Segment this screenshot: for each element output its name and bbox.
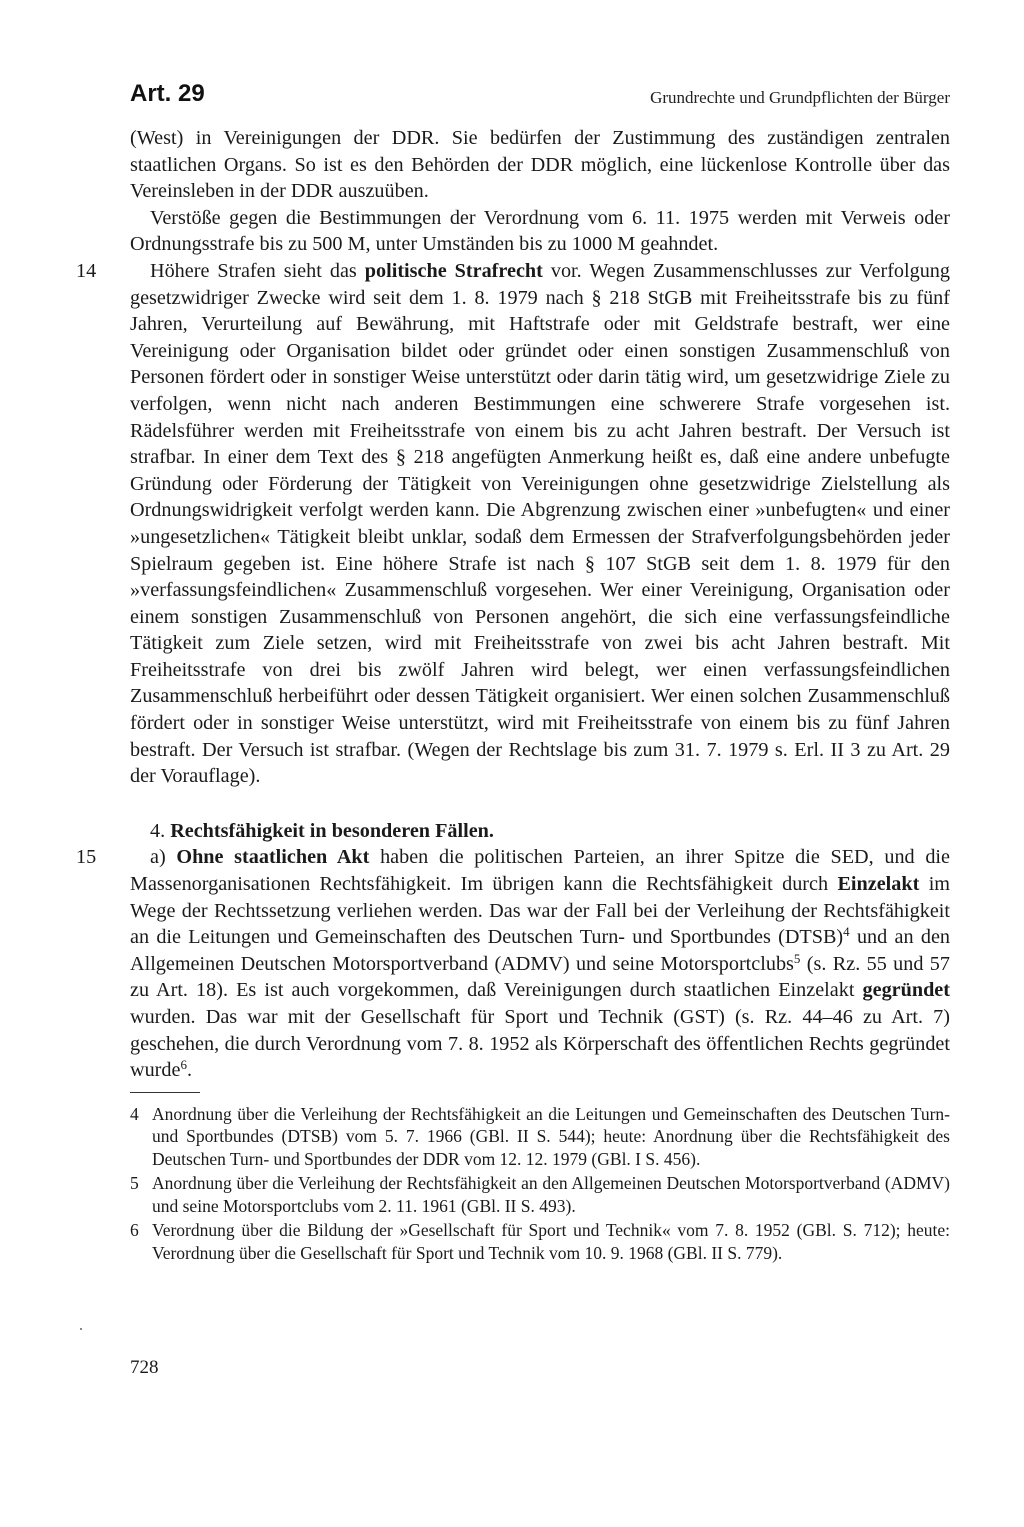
footnote-4 bbox=[130, 1103, 950, 1171]
footnote-number: 6 bbox=[130, 1220, 139, 1241]
text-segment: vor. Wegen Zusammenschlusses zur Verfolgung gesetzwidriger Zwecke wird seit dem 1. 8. 1979 nach § 218 StGB mit Freiheitsstrafe bis zu fünf Jahren, Verurteilung auf Bewährung, mit Haftstrafe oder mit Geldstrafe bestraft, wer eine Vereinigung oder Organisation bildet oder gründet oder einen sonstigen Zusammenschluß von Personen fördert oder in sonstiger Weise unterstützt oder darin tätig wird, um gesetzwidrige Ziele zu verfolgen, wenn nicht nach anderen Bestimmungen eine schwerere Strafe vorgesehen ist. Rädelsführer werden mit Freiheitsstrafe von einem bis zu acht Jahren bestraft. Der Versuch ist strafbar. In einer dem Text des § 218 angefügten Anmerkung heißt es, daß eine andere unbefugte Gründung oder Förderung der Tätigkeit von Vereinigungen ohne gesetzwidrige Zielstellung als Ordnungswidrigkeit verfolgt werden kann. Die Abgrenzung zwischen einer »unbefugten« und einer »ungesetzlichen« Tätigkeit bleibt unklar, sodaß dem Ermessen der Strafverfolgungsbehörden jeder Spielraum gegeben ist. Eine höhere Strafe ist nach § 107 StGB seit dem 1. 8. 1979 für den »verfassungsfeindlichen« Zusammenschluß vorgesehen. Wer einer Vereinigung, Organisation oder einem sonstigen Zusammenschluß von Personen angehört, die sich eine verfassungsfeindliche Tätigkeit zum Ziele setzen, wird mit Freiheitsstrafe von zwei bis acht Jahren bestraft. Mit Freiheitsstrafe von drei bis zwölf Jahren wird belegt, wer einen verfassungsfeindlichen Zusammenschluß herbeiführt oder dessen Tätigkeit organisiert. Wer einen solchen Zusammenschluß fördert oder in sonstiger Weise unterstützt, wird mit Freiheitsstrafe von einem bis zu fünf Jahren bestraft. Der Versuch ist strafbar. (Wegen der Rechtslage bis zum 31. 7. 1979 s. Erl. II 3 zu Art. 29 der Vorauflage). bbox=[130, 259, 950, 788]
footnote-number: 4 bbox=[130, 1103, 139, 1124]
footnote-ref-4[interactable]: 4 bbox=[843, 924, 850, 940]
text-segment: wurden. Das war mit der Gesellschaft für Sport und Technik (GST) (s. Rz. 44–46 zu Art. 7) geschehen, die durch Verordnung vom 7. 8. 1952 als Körperschaft des öffentlichen Rechts gegründet wurde bbox=[130, 1006, 950, 1082]
paragraph-14 bbox=[76, 258, 950, 790]
text-segment: . bbox=[186, 1059, 192, 1082]
footnote-text: Anordnung über die Verleihung der Rechtsfähigkeit an den Allgemeinen Deutschen Motorsportverband (ADMV) und seine Motorsportclubs vom 2. 11. 1961 (GBl. II S. 493). bbox=[152, 1173, 950, 1216]
bold-term: gegründet bbox=[862, 979, 950, 1002]
text-segment: haben die politischen Parteien, an ihrer Spitze die SED, und die Massenorganisationen Rechtsfähigkeit. Im übrigen kann die Rechtsfähigkeit durch bbox=[130, 846, 950, 896]
footnote-ref-6[interactable]: 6 bbox=[180, 1057, 187, 1073]
article-label: Art. 29 bbox=[130, 80, 205, 107]
footnote-number: 5 bbox=[130, 1173, 139, 1194]
margin-number-15: 15 bbox=[76, 846, 97, 869]
bold-term: politische Strafrecht bbox=[364, 259, 543, 282]
text-segment: Höhere Strafen sieht das bbox=[150, 259, 365, 282]
bold-term: Ohne staatlichen Akt bbox=[176, 846, 370, 869]
paragraph-15 bbox=[76, 844, 951, 1083]
footnote-6 bbox=[130, 1219, 950, 1264]
margin-number-14: 14 bbox=[76, 259, 97, 282]
main-text bbox=[76, 125, 951, 1266]
paragraph-penalties: Verstöße gegen die Bestimmungen der Verordnung vom 6. 11. 1975 werden mit Verweis oder Ordnungsstrafe bis zu 500 M, unter Umständen bis zu 1000 M geahndet. bbox=[130, 206, 950, 256]
text-segment: und an den Allgemeinen Deutschen Motorsportverband (ADMV) und seine Motorsportclubs bbox=[130, 926, 951, 975]
section-heading bbox=[130, 818, 950, 845]
text-segment: (s. Rz. 55 und 57 zu Art. 18). Es ist auch vorgekommen, daß Vereinigungen durch staatlichen Einzelakt bbox=[130, 952, 950, 1002]
paragraph-continuation: (West) in Vereinigungen der DDR. Sie bedürfen der Zustimmung des zuständigen zentralen staatlichen Organs. So ist es den Behörden der DDR möglich, eine lückenlose Kontrolle über das Vereinsleben in der DDR auszuüben. bbox=[130, 127, 950, 203]
bold-term: Einzelakt bbox=[837, 873, 920, 896]
footnote-divider bbox=[130, 1092, 200, 1093]
text-segment: a) bbox=[150, 846, 177, 869]
footnote-ref-5[interactable]: 5 bbox=[793, 950, 801, 966]
section-number: 4. bbox=[150, 819, 171, 842]
scan-speck bbox=[80, 1328, 82, 1330]
footnote-text: Anordnung über die Verleihung der Rechtsfähigkeit an die Leitungen und Gemeinschaften des Deutschen Turn- und Sportbundes (DTSB) vom 5. 7. 1966 (GBl. II S. 544); heute: Anordnung über die Rechtsfähigkeit des Deutschen Turn- und Sportbundes der DDR vom 12. 12. 1979 (GBl. I S. 456). bbox=[152, 1103, 950, 1169]
running-title: Grundrechte und Grundpflichten der Bürger bbox=[650, 88, 950, 107]
page-number: 728 bbox=[130, 1357, 159, 1378]
footnote-text: Verordnung über die Bildung der »Gesellschaft für Sport und Technik« vom 7. 8. 1952 (GBl. S. 712); heute: Verordnung über die Gesellschaft für Sport und Technik vom 10. 9. 1968 (GBl. II S. 779). bbox=[152, 1220, 950, 1263]
text-segment: im Wege der Rechtssetzung verliehen werden. Das war der Fall bei der Verleihung der Rechtsfähigkeit an die Leitungen und Gemeinschaften des Deutschen Turn- und Sportbundes (DTSB) bbox=[130, 873, 951, 949]
footnote-5 bbox=[130, 1172, 950, 1217]
section-heading-text: Rechtsfähigkeit in besonderen Fällen. bbox=[170, 819, 494, 842]
